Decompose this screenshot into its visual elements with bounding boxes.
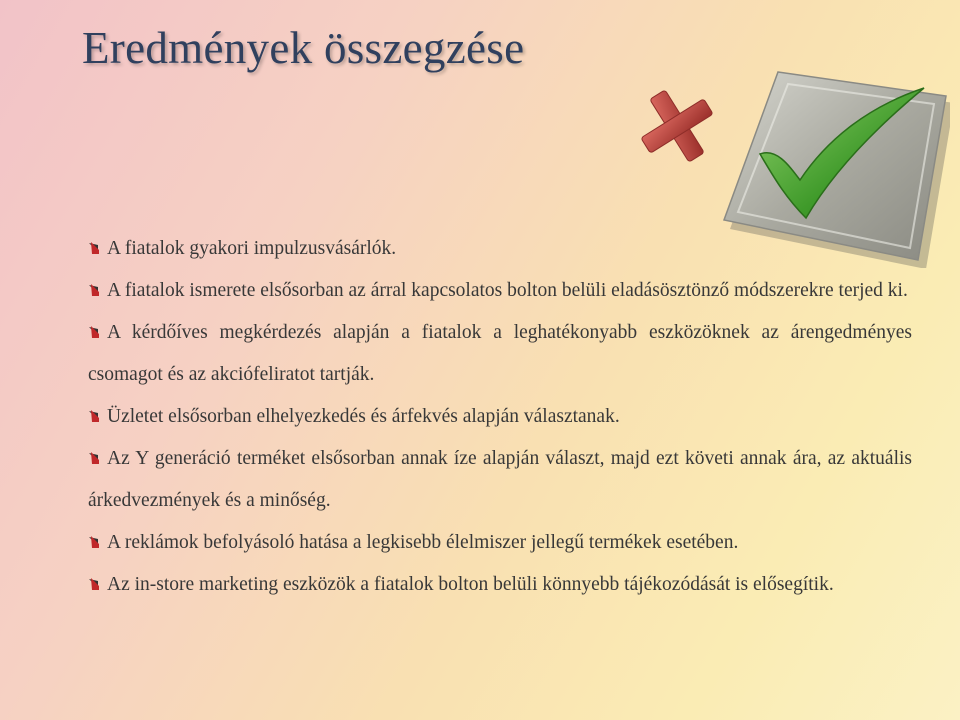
- bullet-list: [88, 228, 912, 606]
- bullet-text: A reklámok befolyásoló hatása a legkisebb élelmiszer jellegű termékek esetében.: [107, 532, 739, 553]
- red-arrow-down-icon: [88, 409, 100, 423]
- bullet-text: A fiatalok gyakori impulzusvásárlók.: [107, 238, 397, 259]
- red-arrow-down-icon: [88, 577, 100, 591]
- bullet-text: A fiatalok ismerete elsősorban az árral kapcsolatos bolton belüli eladásösztönző módszerekre terjed ki.: [107, 280, 908, 301]
- bullet-item: [88, 312, 912, 396]
- bullet-item: [88, 564, 912, 606]
- red-cross-icon: [626, 75, 728, 177]
- bullet-item: [88, 228, 912, 270]
- red-arrow-down-icon: [88, 241, 100, 255]
- slide-title: Eredmények összegzése: [82, 23, 525, 73]
- red-arrow-down-icon: [88, 325, 100, 339]
- bullet-item: [88, 396, 912, 438]
- red-arrow-down-icon: [88, 451, 100, 465]
- bullet-item: [88, 522, 912, 564]
- bullet-text: Az Y generáció terméket elsősorban annak íze alapján választ, majd ezt követi annak ára, az aktuális árkedvezmények és a minőség.: [88, 448, 912, 511]
- bullet-text: Üzletet elsősorban elhelyezkedés és árfekvés alapján választanak.: [107, 406, 620, 427]
- bullet-text: A kérdőíves megkérdezés alapján a fiatalok a leghatékonyabb eszközöknek az árengedményes csomagot és az akciófeliratot tartják.: [88, 322, 912, 385]
- bullet-text: Az in-store marketing eszközök a fiatalok bolton belüli könnyebb tájékozódását is elősegítik.: [107, 574, 834, 595]
- red-arrow-down-icon: [88, 283, 100, 297]
- bullet-item: [88, 270, 912, 312]
- bullet-item: [88, 438, 912, 522]
- red-arrow-down-icon: [88, 535, 100, 549]
